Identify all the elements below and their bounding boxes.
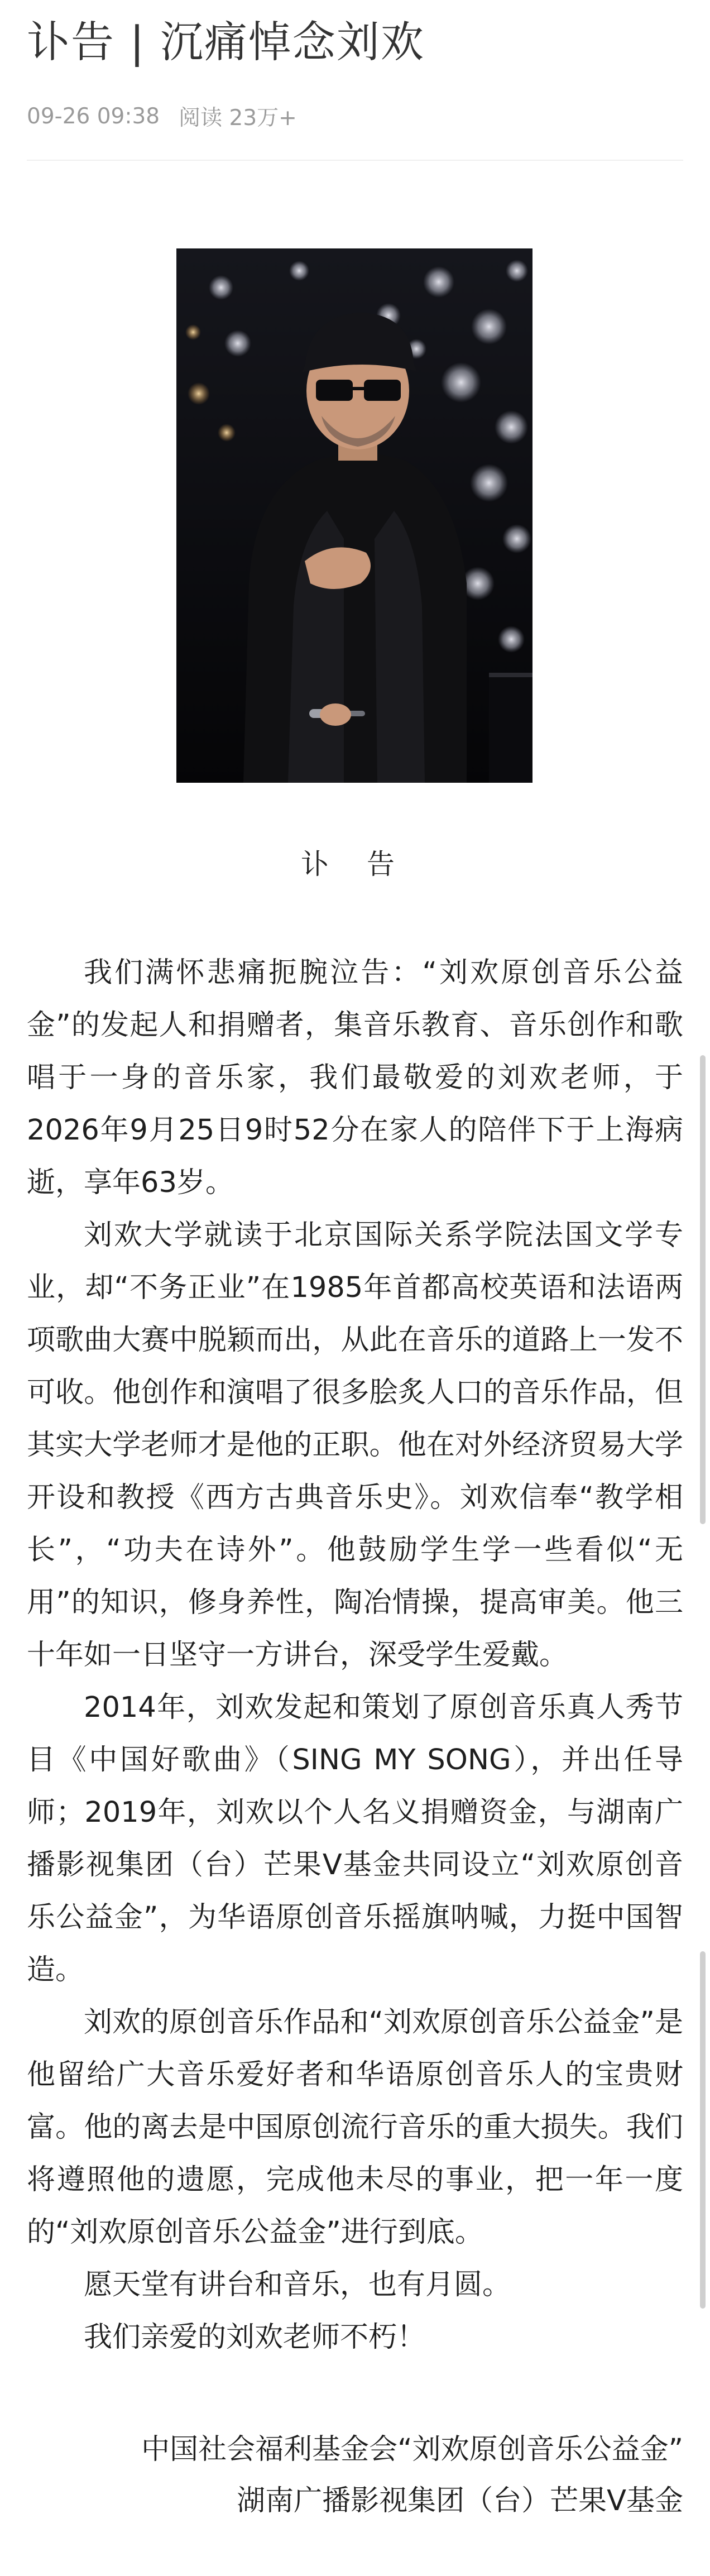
header-divider bbox=[27, 160, 683, 161]
notice-paragraph-5: 愿天堂有讲台和音乐，也有月圆。 bbox=[84, 2268, 511, 2301]
notice-paragraph-6: 我们亲爱的刘欢老师不朽！ bbox=[84, 2321, 426, 2354]
publish-date: 09-26 09:38 bbox=[27, 103, 160, 129]
notice-paragraph-1: 我们满怀悲痛扼腕泣告：“刘欢原创音乐公益金”的发起人和捐赠者，集音乐教育、音乐创作和歌唱于一身的音乐家，我们最敬爱的刘欢老师，于2026年9月25日9时52分在家人的陪伴下于上海病逝，享年63岁。 bbox=[27, 956, 683, 1199]
read-count: 阅读 23万+ bbox=[179, 106, 297, 131]
notice-paragraph-3: 2014年，刘欢发起和策划了原创音乐真人秀节目《中国好歌曲》（SING MY SONG），并出任导师；2019年，刘欢以个人名义捐赠资金，与湖南广播影视集团（台）芒果V基金共同设立“刘欢原创音乐公益金”，为华语原创音乐摇旗呐喊，力挺中国智造。 bbox=[27, 1691, 683, 1986]
notice-paragraph-2: 刘欢大学就读于北京国际关系学院法国文学专业，却“不务正业”在1985年首都高校英语和法语两项歌曲大赛中脱颖而出，从此在音乐的道路上一发不可收。他创作和演唱了很多脍炙人口的音乐作品，但其实大学老师才是他的正职。他在对外经济贸易大学开设和教授《西方古典音乐史》。刘欢信奉“教学相长”，“功夫在诗外”。他鼓励学生学一些看似“无用”的知识，修身养性，陶冶情操，提高审美。他三十年如一日坚守一方讲台，深受学生爱戴。 bbox=[27, 1219, 683, 1672]
portrait-photo[interactable] bbox=[176, 248, 532, 783]
portrait-illustration bbox=[176, 248, 532, 783]
article-meta bbox=[27, 100, 297, 132]
scrollbar-thumb[interactable] bbox=[700, 1055, 706, 1524]
signature-broadcast-group: 湖南广播影视集团（台）芒果V基金 bbox=[237, 2484, 683, 2517]
notice-heading: 讣 告 bbox=[301, 848, 409, 880]
article-title: 讣告 | 沉痛悼念刘欢 bbox=[27, 18, 425, 68]
notice-paragraph-4: 刘欢的原创音乐作品和“刘欢原创音乐公益金”是他留给广大音乐爱好者和华语原创音乐人的宝贵财富。他的离去是中国原创流行音乐的重大损失。我们将遵照他的遗愿，完成他未尽的事业，把一年一度的“刘欢原创音乐公益金”进行到底。 bbox=[27, 2006, 683, 2249]
scrollbar-thumb-secondary[interactable] bbox=[700, 1951, 706, 2309]
notice-body bbox=[27, 947, 683, 2364]
signature-foundation: 中国社会福利基金会“刘欢原创音乐公益金” bbox=[141, 2433, 683, 2466]
